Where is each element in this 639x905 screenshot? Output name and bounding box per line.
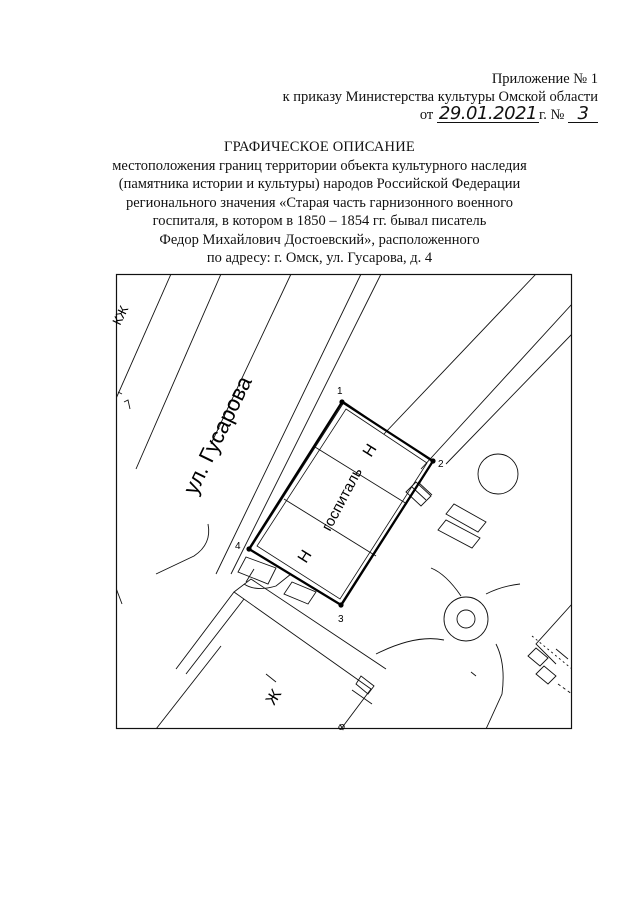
street-edge-line [446,334,572,464]
street-edge-line [96,274,171,444]
map-detail [536,604,572,664]
parking-bay [438,520,480,548]
road-edge [486,644,503,729]
date-suffix: г. [538,107,547,123]
boundary-point-1 [339,399,344,404]
small-structure [528,648,548,666]
map-detail [186,599,244,674]
map-detail [124,400,130,409]
residential-building-outline [176,592,371,729]
roundabout-inner [457,610,475,628]
boundary-point-2 [430,458,435,463]
road-edge [156,646,221,729]
street-label: ул. Гусарова [178,372,257,499]
site-plan-map [109,274,572,735]
map-detail [556,649,568,659]
map-detail [418,482,432,495]
site-plan-svg [109,274,572,735]
small-structure [536,666,556,684]
map-detail [266,674,276,682]
title-line: госпиталя, в котором в 1850 – 1854 гг. бывал писатель [152,213,487,229]
boundary-point-4 [246,546,251,551]
map-detail [558,684,572,694]
kerb-curve [431,568,461,596]
floor-mark: Н [294,547,316,567]
building-label: госпиталь [318,464,366,534]
title-line: регионального значения «Старая часть гарнизонного военного [125,194,514,211]
point-label-1: 1 [337,386,343,397]
title-line: Федор Михайлович Достоевский», расположенного [159,231,480,248]
title-line: (памятника истории и культуры) народов Российской Федерации [118,176,521,192]
point-label-4: 4 [235,541,241,552]
kerb-curve [156,524,209,574]
boundary-point-3 [338,602,343,607]
title-line: по адресу: г. Омск, ул. Гусарова, д. 4 [206,250,433,266]
order-number: 3 [568,106,598,123]
partial-label: КЖ [109,303,132,328]
street-edge-line [216,274,361,574]
kerb-curve [376,639,444,654]
floor-mark: Н [359,441,381,461]
residential-label: Ж [262,686,286,709]
parking-bay [446,504,486,532]
kerb-curve [486,584,520,594]
small-structure [284,582,316,604]
kerb-curve [244,574,291,589]
street-edge-line [231,274,381,574]
appendix-date-line [283,103,598,124]
road-edge [234,579,386,669]
appendix-header [283,70,598,124]
appendix-order: к приказу Министерства культуры Омской области [282,89,598,105]
order-date: 29.01.2021 [438,103,537,124]
document-title [0,138,639,268]
map-detail [471,672,476,676]
title-line: местоположения границ территории объекта культурного наследия [112,157,527,174]
street-edge-line [384,274,536,434]
point-label-3: 3 [338,614,344,625]
street-edge-line [421,304,572,469]
roundabout-outer [444,597,488,641]
round-feature [478,454,518,494]
appendix-title: Приложение № 1 [491,71,598,87]
point-label-2: 2 [438,459,444,470]
date-prefix: от [419,107,434,123]
number-prefix: № [550,107,565,123]
title-heading: ГРАФИЧЕСКОЕ ОПИСАНИЕ [224,139,415,155]
partial-label: Ф [336,721,349,735]
